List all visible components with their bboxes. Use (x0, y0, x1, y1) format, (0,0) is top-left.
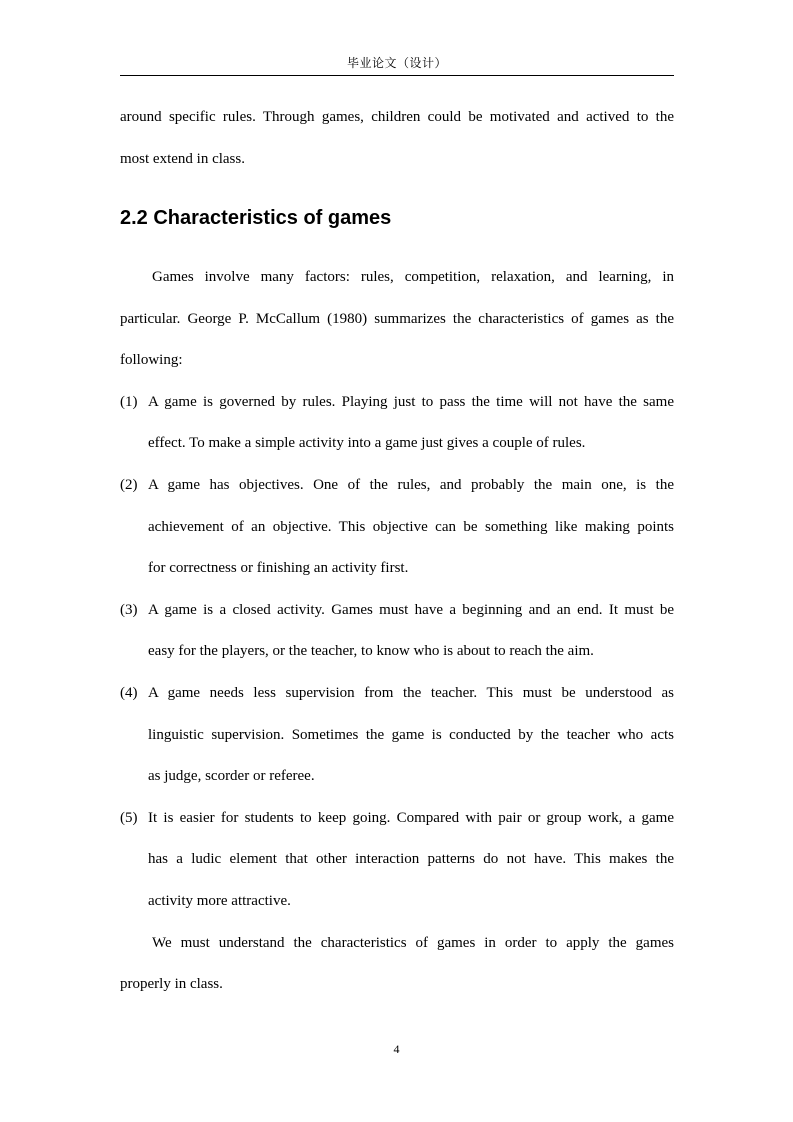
list-item-line: It is easier for students to keep going. Compared with pair or group work, a game (148, 810, 674, 826)
list-item-number: (1) (120, 394, 138, 410)
list-item-number: (4) (120, 685, 138, 701)
page-number: 4 (393, 1042, 400, 1056)
list-item-line: A game is governed by rules. Playing just to pass the time will not have the same (148, 394, 674, 410)
para1-line-2: particular. George P. McCallum (1980) summarizes the characteristics of games as the (120, 311, 674, 327)
list-item-line: A game is a closed activity. Games must have a beginning and an end. It must be (148, 602, 674, 618)
conclusion-line-2: properly in class. (120, 976, 223, 992)
intro-line-2: most extend in class. (120, 151, 245, 167)
list-item-number: (5) (120, 810, 138, 826)
list-item-line: easy for the players, or the teacher, to know who is about to reach the aim. (148, 643, 594, 659)
list-item-line: activity more attractive. (148, 893, 291, 909)
section-heading: 2.2 Characteristics of games (120, 207, 392, 229)
list-item-line: achievement of an objective. This objective can be something like making points (148, 519, 674, 535)
para1-line-1: Games involve many factors: rules, competition, relaxation, and learning, in (152, 269, 674, 285)
intro-line-1: around specific rules. Through games, children could be motivated and actived to the (120, 109, 674, 125)
list-item-line: A game needs less supervision from the teacher. This must be understood as (148, 685, 674, 701)
list-item-number: (3) (120, 602, 138, 618)
list-item-line: has a ludic element that other interaction patterns do not have. This makes the (148, 851, 674, 867)
list-item-line: as judge, scorder or referee. (148, 768, 315, 784)
list-item-line: for correctness or finishing an activity first. (148, 560, 409, 576)
para1-line-3: following: (120, 352, 183, 368)
list-item-line: A game has objectives. One of the rules, and probably the main one, is the (148, 477, 674, 493)
page-header (120, 53, 674, 76)
conclusion-line-1: We must understand the characteristics of games in order to apply the games (152, 935, 674, 951)
list-item-line: effect. To make a simple activity into a game just gives a couple of rules. (148, 435, 586, 451)
header-title: 毕业论文（设计） (346, 56, 447, 70)
list-item-number: (2) (120, 477, 138, 493)
list-item-line: linguistic supervision. Sometimes the game is conducted by the teacher who acts (148, 727, 674, 743)
